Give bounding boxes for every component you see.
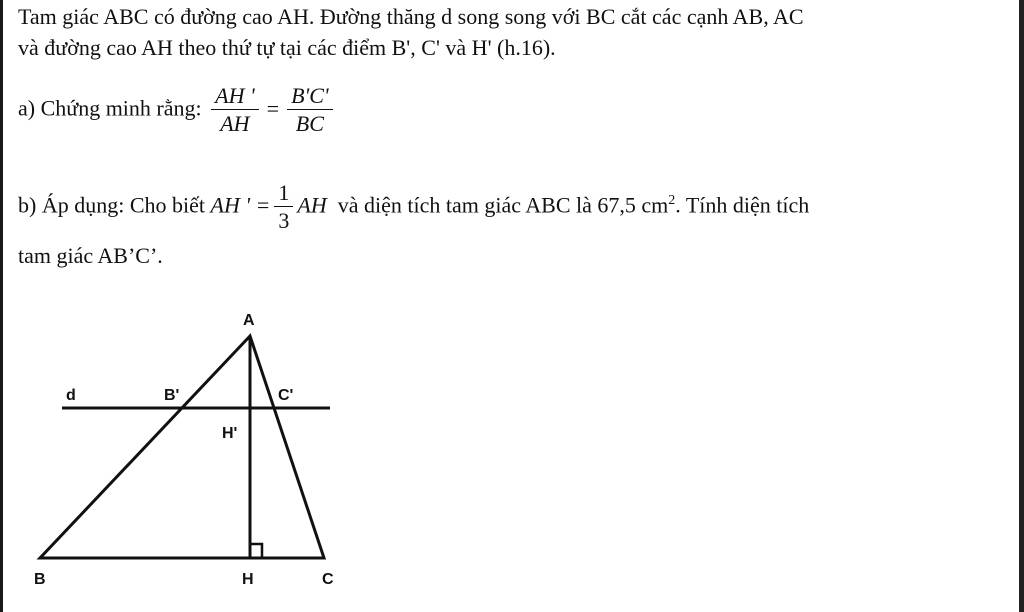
equals-sign: = [266, 95, 280, 121]
fraction-numerator: 1 [274, 180, 293, 207]
fraction-numerator: AH ' [211, 83, 259, 110]
part-b-rhs: AH [297, 192, 327, 218]
fraction-ah-prime-over-ah [211, 83, 259, 138]
label-c: C [322, 571, 334, 588]
part-a-prefix: a) Chứng minh rằng: [18, 95, 202, 121]
problem-line-1: Tam giác ABC có đường cao AH. Đường thăng d song song với BC cắt các cạnh AB, AC [18, 4, 804, 29]
part-b-superscript: 2 [668, 193, 676, 209]
fraction-one-third [274, 180, 293, 235]
triangle-abc [40, 336, 324, 558]
label-b: B [34, 571, 46, 588]
problem-line-5: tam giác AB’C’. [18, 243, 163, 268]
part-b-end: . Tính diện tích [675, 192, 810, 218]
fraction-denominator: AH [220, 111, 250, 136]
part-b [18, 180, 809, 235]
label-h: H [242, 571, 254, 588]
part-b-middle: và diện tích tam giác ABC là 67,5 cm [337, 192, 669, 218]
part-b-prefix: b) Áp dụng: Cho biết [18, 192, 205, 218]
label-d: d [66, 387, 76, 404]
problem-line-2: và đường cao AH theo thứ tự tại các điểm B', C' và H' (h.16). [18, 35, 556, 60]
fraction-bc-prime-over-bc [287, 83, 333, 138]
fraction-denominator: BC [295, 111, 324, 136]
part-a [18, 83, 337, 138]
triangle-figure [28, 300, 348, 600]
fraction-numerator: B'C' [287, 83, 333, 110]
label-a: A [243, 312, 255, 329]
label-h-prime: H' [222, 425, 238, 442]
right-border [1019, 0, 1024, 612]
right-angle-mark [250, 544, 262, 558]
fraction-denominator: 3 [278, 208, 290, 233]
label-b-prime: B' [164, 387, 180, 404]
label-c-prime: C' [278, 387, 294, 404]
part-b-lhs: AH ' = [210, 192, 271, 218]
left-border [0, 0, 3, 612]
